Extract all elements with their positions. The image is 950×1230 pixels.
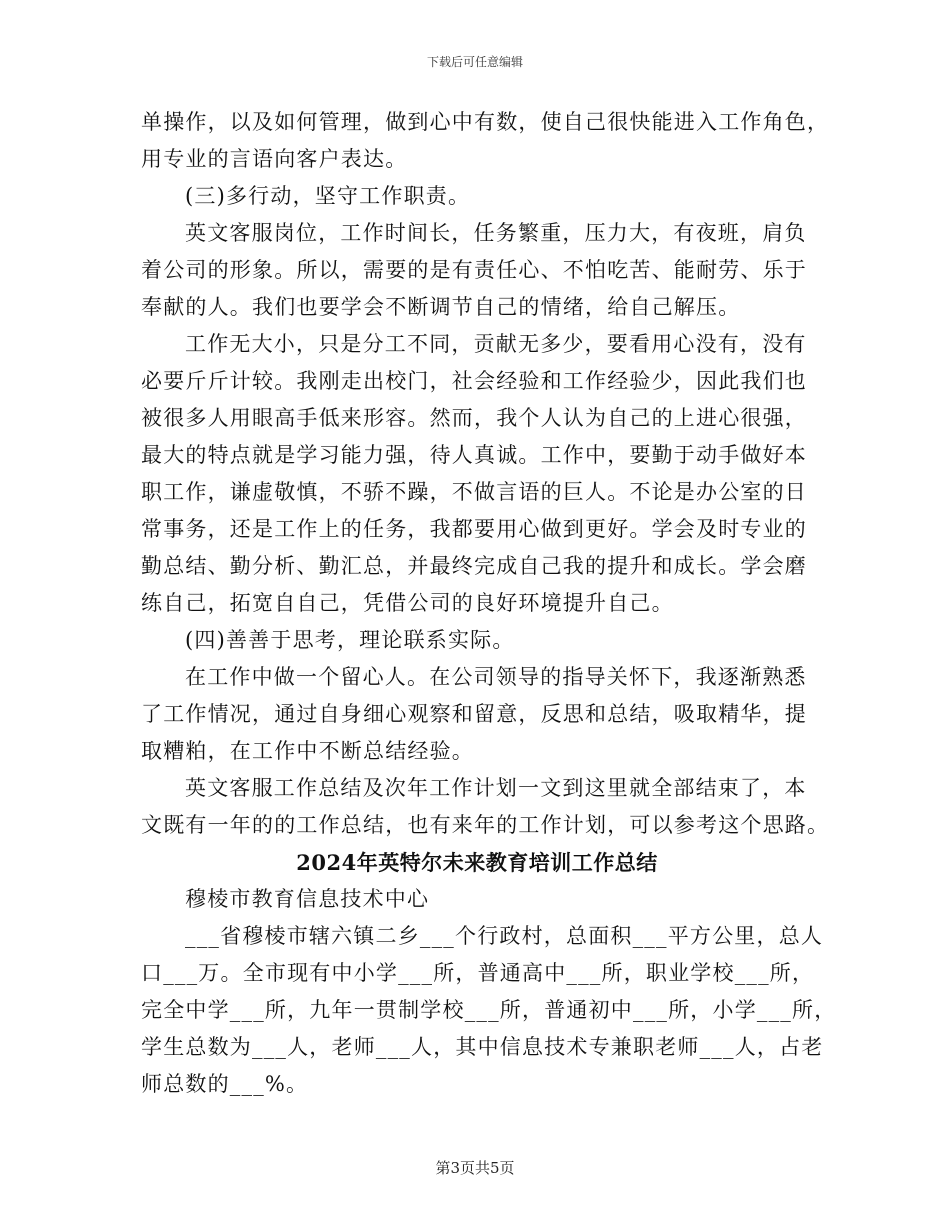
page-number: 第3页共5页 xyxy=(435,1159,515,1177)
text-line: 取糟粕，在工作中不断总结经验。 xyxy=(141,739,474,763)
text-line: 奉献的人。我们也要学会不断调节自己的情绪，给自己解压。 xyxy=(141,295,741,319)
text-line: 在工作中做一个留心人。在公司领导的指导关怀下，我逐渐熟悉 xyxy=(185,665,807,689)
text-line: 着公司的形象。所以，需要的是有责任心、不怕吃苦、能耐劳、乐于 xyxy=(141,258,807,282)
text-line: 口___万。全市现有中小学___所，普通高中___所，职业学校___所， xyxy=(141,961,815,985)
author-line: 穆棱市教育信息技术中心 xyxy=(185,887,430,911)
text-line: 工作无大小，只是分工不同，贡献无多少，要看用心没有，没有 xyxy=(185,332,807,356)
text-line: 学生总数为___人，老师___人，其中信息技术专兼职老师___人，占老 xyxy=(141,1035,824,1059)
text-line: 职工作，谦虚敬慎，不骄不躁，不做言语的巨人。不论是办公室的日 xyxy=(141,480,807,504)
text-line: 用专业的言语向客户表达。 xyxy=(141,147,408,171)
text-line: 英文客服工作总结及次年工作计划一文到这里就全部结束了，本 xyxy=(185,776,807,800)
text-line: 最大的特点就是学习能力强，待人真诚。工作中，要勤于动手做好本 xyxy=(141,443,807,467)
text-line: 必要斤斤计较。我刚走出校门，社会经验和工作经验少，因此我们也 xyxy=(141,369,807,393)
text-line: 了工作情况，通过自身细心观察和留意，反思和总结，吸取精华，提 xyxy=(141,702,807,726)
text-line: 师总数的___%。 xyxy=(141,1072,309,1096)
page-header: 下载后可任意编辑 xyxy=(426,55,523,69)
text-line: 勤总结、勤分析、勤汇总，并最终完成自己我的提升和成长。学会磨 xyxy=(141,554,807,578)
text-line: 常事务，还是工作上的任务，我都要用心做到更好。学会及时专业的 xyxy=(141,517,807,541)
document-title: 2024年英特尔未来教育培训工作总结 xyxy=(296,850,658,875)
text-line: 英文客服岗位，工作时间长，任务繁重，压力大，有夜班，肩负 xyxy=(185,221,807,245)
text-line: 完全中学___所，九年一贯制学校___所，普通初中___所，小学___所， xyxy=(141,998,837,1022)
section-heading: (三)多行动，坚守工作职责。 xyxy=(185,184,471,208)
text-line: ___省穆棱市辖六镇二乡___个行政村，总面积___平方公里，总人 xyxy=(185,924,824,948)
text-line: 文既有一年的的工作总结，也有来年的工作计划，可以参考这个思路。 xyxy=(141,813,830,837)
section-heading: (四)善善于思考，理论联系实际。 xyxy=(185,628,515,652)
text-line: 单操作，以及如何管理，做到心中有数，使自己很快能进入工作角色， xyxy=(141,110,830,134)
text-line: 被很多人用眼高手低来形容。然而，我个人认为自己的上进心很强， xyxy=(141,406,807,430)
text-line: 练自己，拓宽自自己，凭借公司的良好环境提升自己。 xyxy=(141,591,674,615)
document-body xyxy=(141,104,837,1103)
